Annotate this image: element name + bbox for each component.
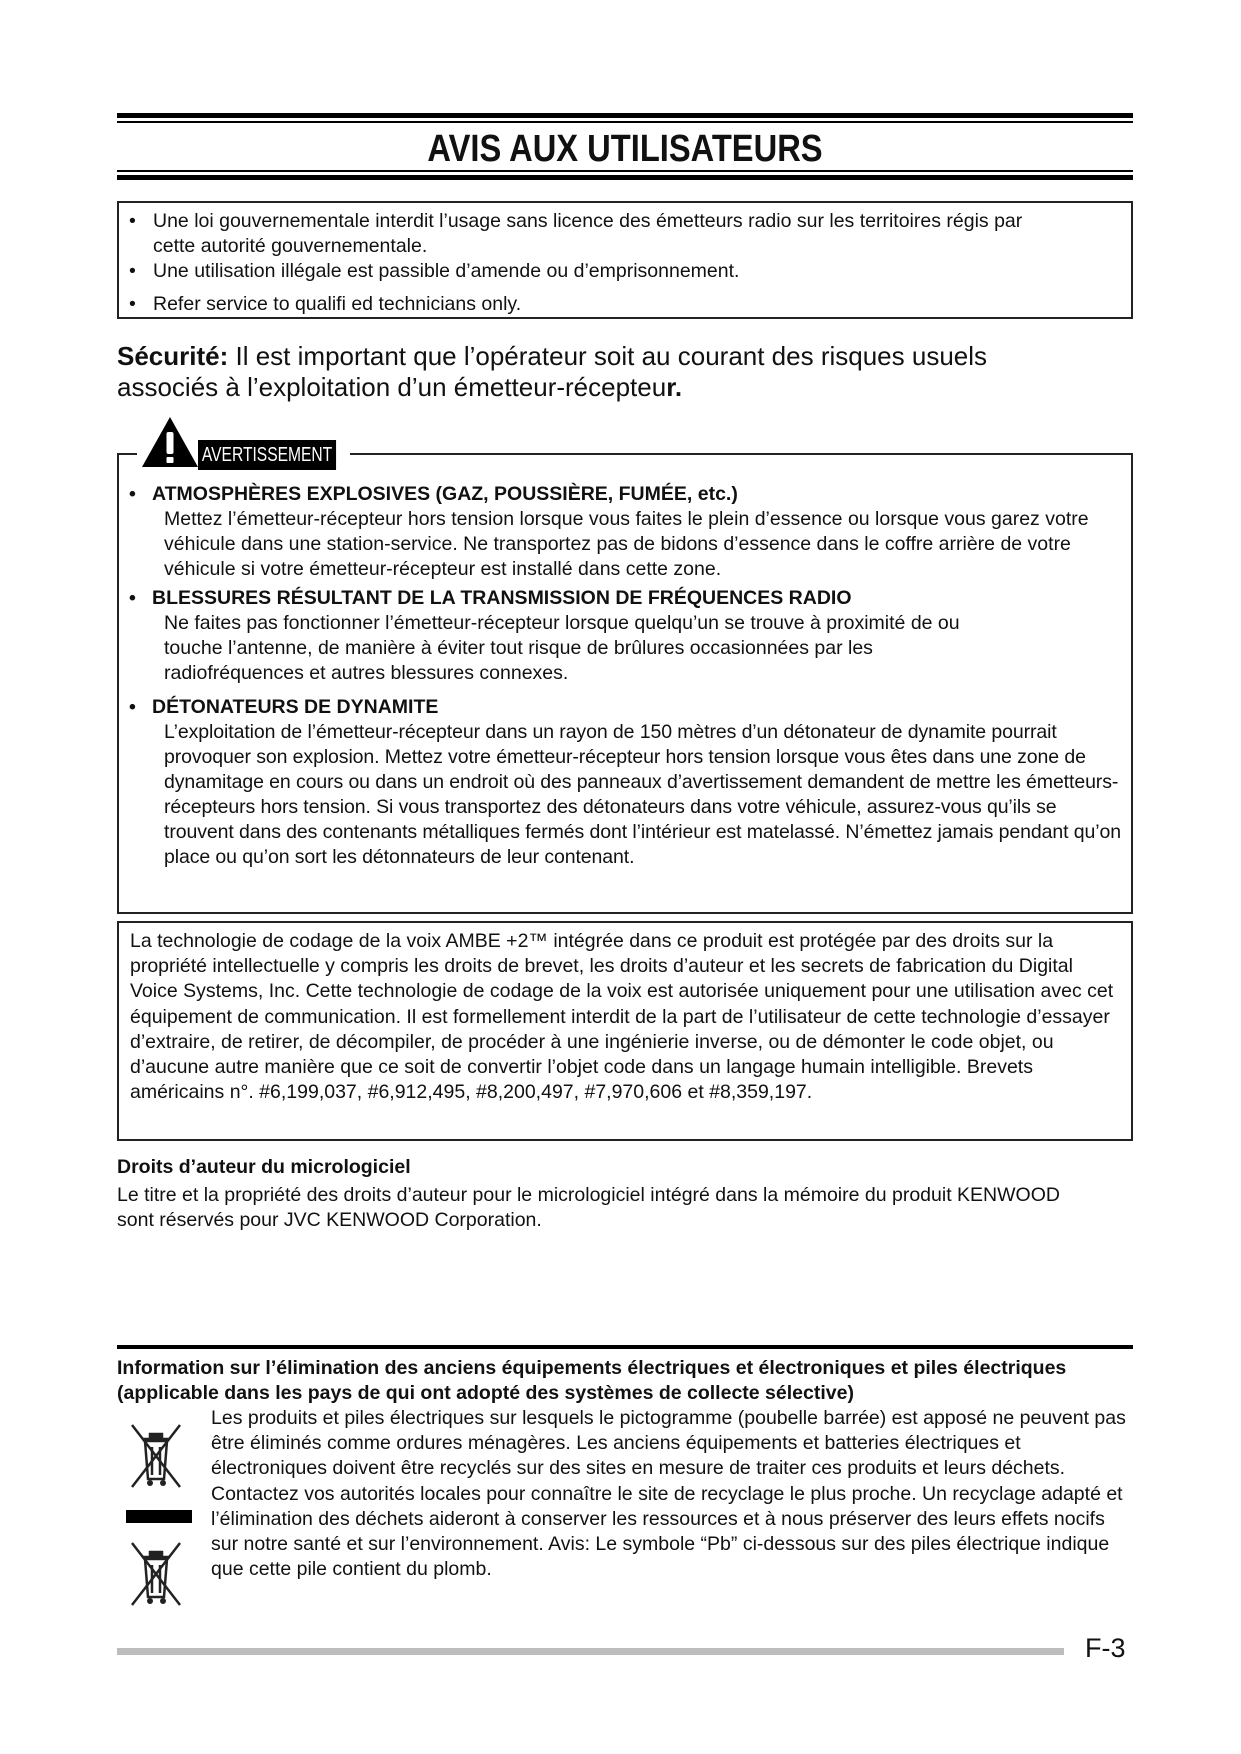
footer-bar bbox=[117, 1648, 1064, 1655]
warning-section-dynamite bbox=[119, 695, 1131, 871]
warning-triangle-icon bbox=[140, 415, 200, 469]
firmware-section bbox=[117, 1155, 1117, 1234]
collection-bar bbox=[126, 1510, 192, 1523]
security-label: Sécurité: bbox=[117, 341, 229, 371]
firmware-heading: Droits d’auteur du micrologiciel bbox=[117, 1156, 411, 1178]
disposal-heading: Information sur l’élimination des anciens équipements électriques et électroniques et piles électriques (applicable dans les pays de qui ont adopté des systèmes de collecte sélective) bbox=[117, 1357, 1067, 1405]
page-title: AVIS AUX UTILISATEURS bbox=[427, 128, 823, 170]
warning-section-rf bbox=[119, 586, 1131, 686]
warning-content bbox=[119, 482, 1131, 870]
title-bottom-rule-2 bbox=[117, 175, 1133, 180]
title-top-rule-2 bbox=[117, 121, 1133, 123]
title-top-rule-1 bbox=[117, 113, 1133, 118]
warning-section-explosive bbox=[119, 482, 1131, 582]
notice-list bbox=[119, 209, 1123, 317]
title-bottom-rule-1 bbox=[117, 170, 1133, 172]
crossed-out-bin-icon bbox=[126, 1419, 186, 1493]
firmware-text: Le titre et la propriété des droits d’auteur pour le micrologiciel intégré dans la mémoire du produit KENWOOD sont réservés pour JVC KENWOOD Corporation. bbox=[117, 1184, 1060, 1232]
warning-box-top-border-right bbox=[350, 453, 1133, 455]
warning-body-explosive: Mettez l’émetteur-récepteur hors tension lorsque vous faites le plein d’essence ou lorsque vous garez votre véhicule dans une station-service. Ne transportez pas de bidons d’essence dans le coffre arrière de votre véhicule si votre émetteur-récepteur est installé dans cette zone. bbox=[164, 508, 1089, 581]
disposal-text: Les produits et piles électriques sur lesquels le pictogramme (poubelle barrée) est apposé ne peuvent pas être éliminés comme ordures ménagères. Les anciens équipements et batteries électriques et électroniques doivent être recyclés sur des sites en mesure de traiter ces produits et leurs déchets. Contactez vos autorités locales pour connaître le site de recyclage le plus proche. Un recyclage adapté et l’élimination des déchets aideront à conserver les ressources et à nous préserver des leurs effets nocifs sur notre santé et sur l’environnement. Avis: Le symbole “Pb” ci-dessous sur des piles électrique indique que cette pile contient du plomb. bbox=[211, 1407, 1126, 1581]
warning-body-rf: Ne faites pas fonctionner l’émetteur-récepteur lorsque quelqu’un se trouve à proximité de ou touche l’antenne, de manière à éviter tout risque de brûlures occasionnées par les radiofréquences et autres blessures connexes. bbox=[164, 612, 960, 685]
warning-label: AVERTISSEMENT bbox=[198, 440, 336, 470]
notice-item-2: • Une utilisation illégale est passible d’amende ou d’emprisonnement. bbox=[119, 259, 1123, 284]
ambe-text: La technologie de codage de la voix AMBE +2™ intégrée dans ce produit est protégée par des droits sur la propriété intellectuelle y compris les droits de brevet, les droits d’auteur et les secrets de fabrication du Digital Voice Systems, Inc. Cette technologie de codage de la voix est autorisée uniquement pour une utilisation avec cet équipement de communication. Il est formellement interdit de la part de l’utilisateur de cette technologie d’essayer d’extraire, de retirer, de décompiler, de procéder à une ingénierie inverse, ou de démonter le code objet, ou d’aucune autre manière que ce soit de convertir l’objet code dans un langage humain intelligible. Brevets américains n°. #6,199,037, #6,912,495, #8,200,497, #7,970,606 et #8,359,197. bbox=[130, 930, 1114, 1104]
disposal-top-rule bbox=[117, 1345, 1133, 1349]
notice-box bbox=[117, 201, 1133, 319]
page-number: F-3 bbox=[1085, 1633, 1126, 1663]
warning-heading-dynamite: • DÉTONATEURS DE DYNAMITE bbox=[119, 695, 1131, 720]
warning-body-dynamite: L’exploitation de l’émetteur-récepteur dans un rayon de 150 mètres d’un détonateur de dynamite pourrait provoquer son explosion. Mettez votre émetteur-récepteur hors tension lorsque vous êtes dans une zone de dynamitage en cours ou dans un endroit où des panneaux d’avertissement demandent de mettre les émetteurs-récepteurs hors tension. Si vous transportez des détonateurs dans votre véhicule, assurez-vous qu’ils se trouvent dans des contenants métalliques fermés dont l’intérieur est matelassé. N’émettez jamais pendant qu’on place ou qu’on sort les détonnateurs de leur contenant. bbox=[164, 720, 1121, 869]
security-last-char: r. bbox=[666, 372, 683, 402]
warning-heading-rf: • BLESSURES RÉSULTANT DE LA TRANSMISSION DE FRÉQUENCES RADIO bbox=[119, 586, 1131, 611]
warning-heading-explosive: • ATMOSPHÈRES EXPLOSIVES (GAZ, POUSSIÈRE, FUMÉE, etc.) bbox=[119, 482, 1131, 507]
ambe-box bbox=[117, 921, 1133, 1141]
notice-item-3: • Refer service to qualifi ed technicians only. bbox=[119, 292, 1123, 317]
crossed-out-bin-pb-icon bbox=[126, 1537, 186, 1611]
security-paragraph bbox=[117, 341, 1077, 403]
warning-box-top-border-left bbox=[117, 453, 137, 455]
notice-item-1: • Une loi gouvernementale interdit l’usage sans licence des émetteurs radio sur les territoires régis par cette autorité gouvernementale. bbox=[119, 209, 1123, 259]
security-text: Il est important que l’opérateur soit au courant des risques usuels associés à l’exploitation d’un émetteur-récepteu bbox=[117, 341, 988, 402]
